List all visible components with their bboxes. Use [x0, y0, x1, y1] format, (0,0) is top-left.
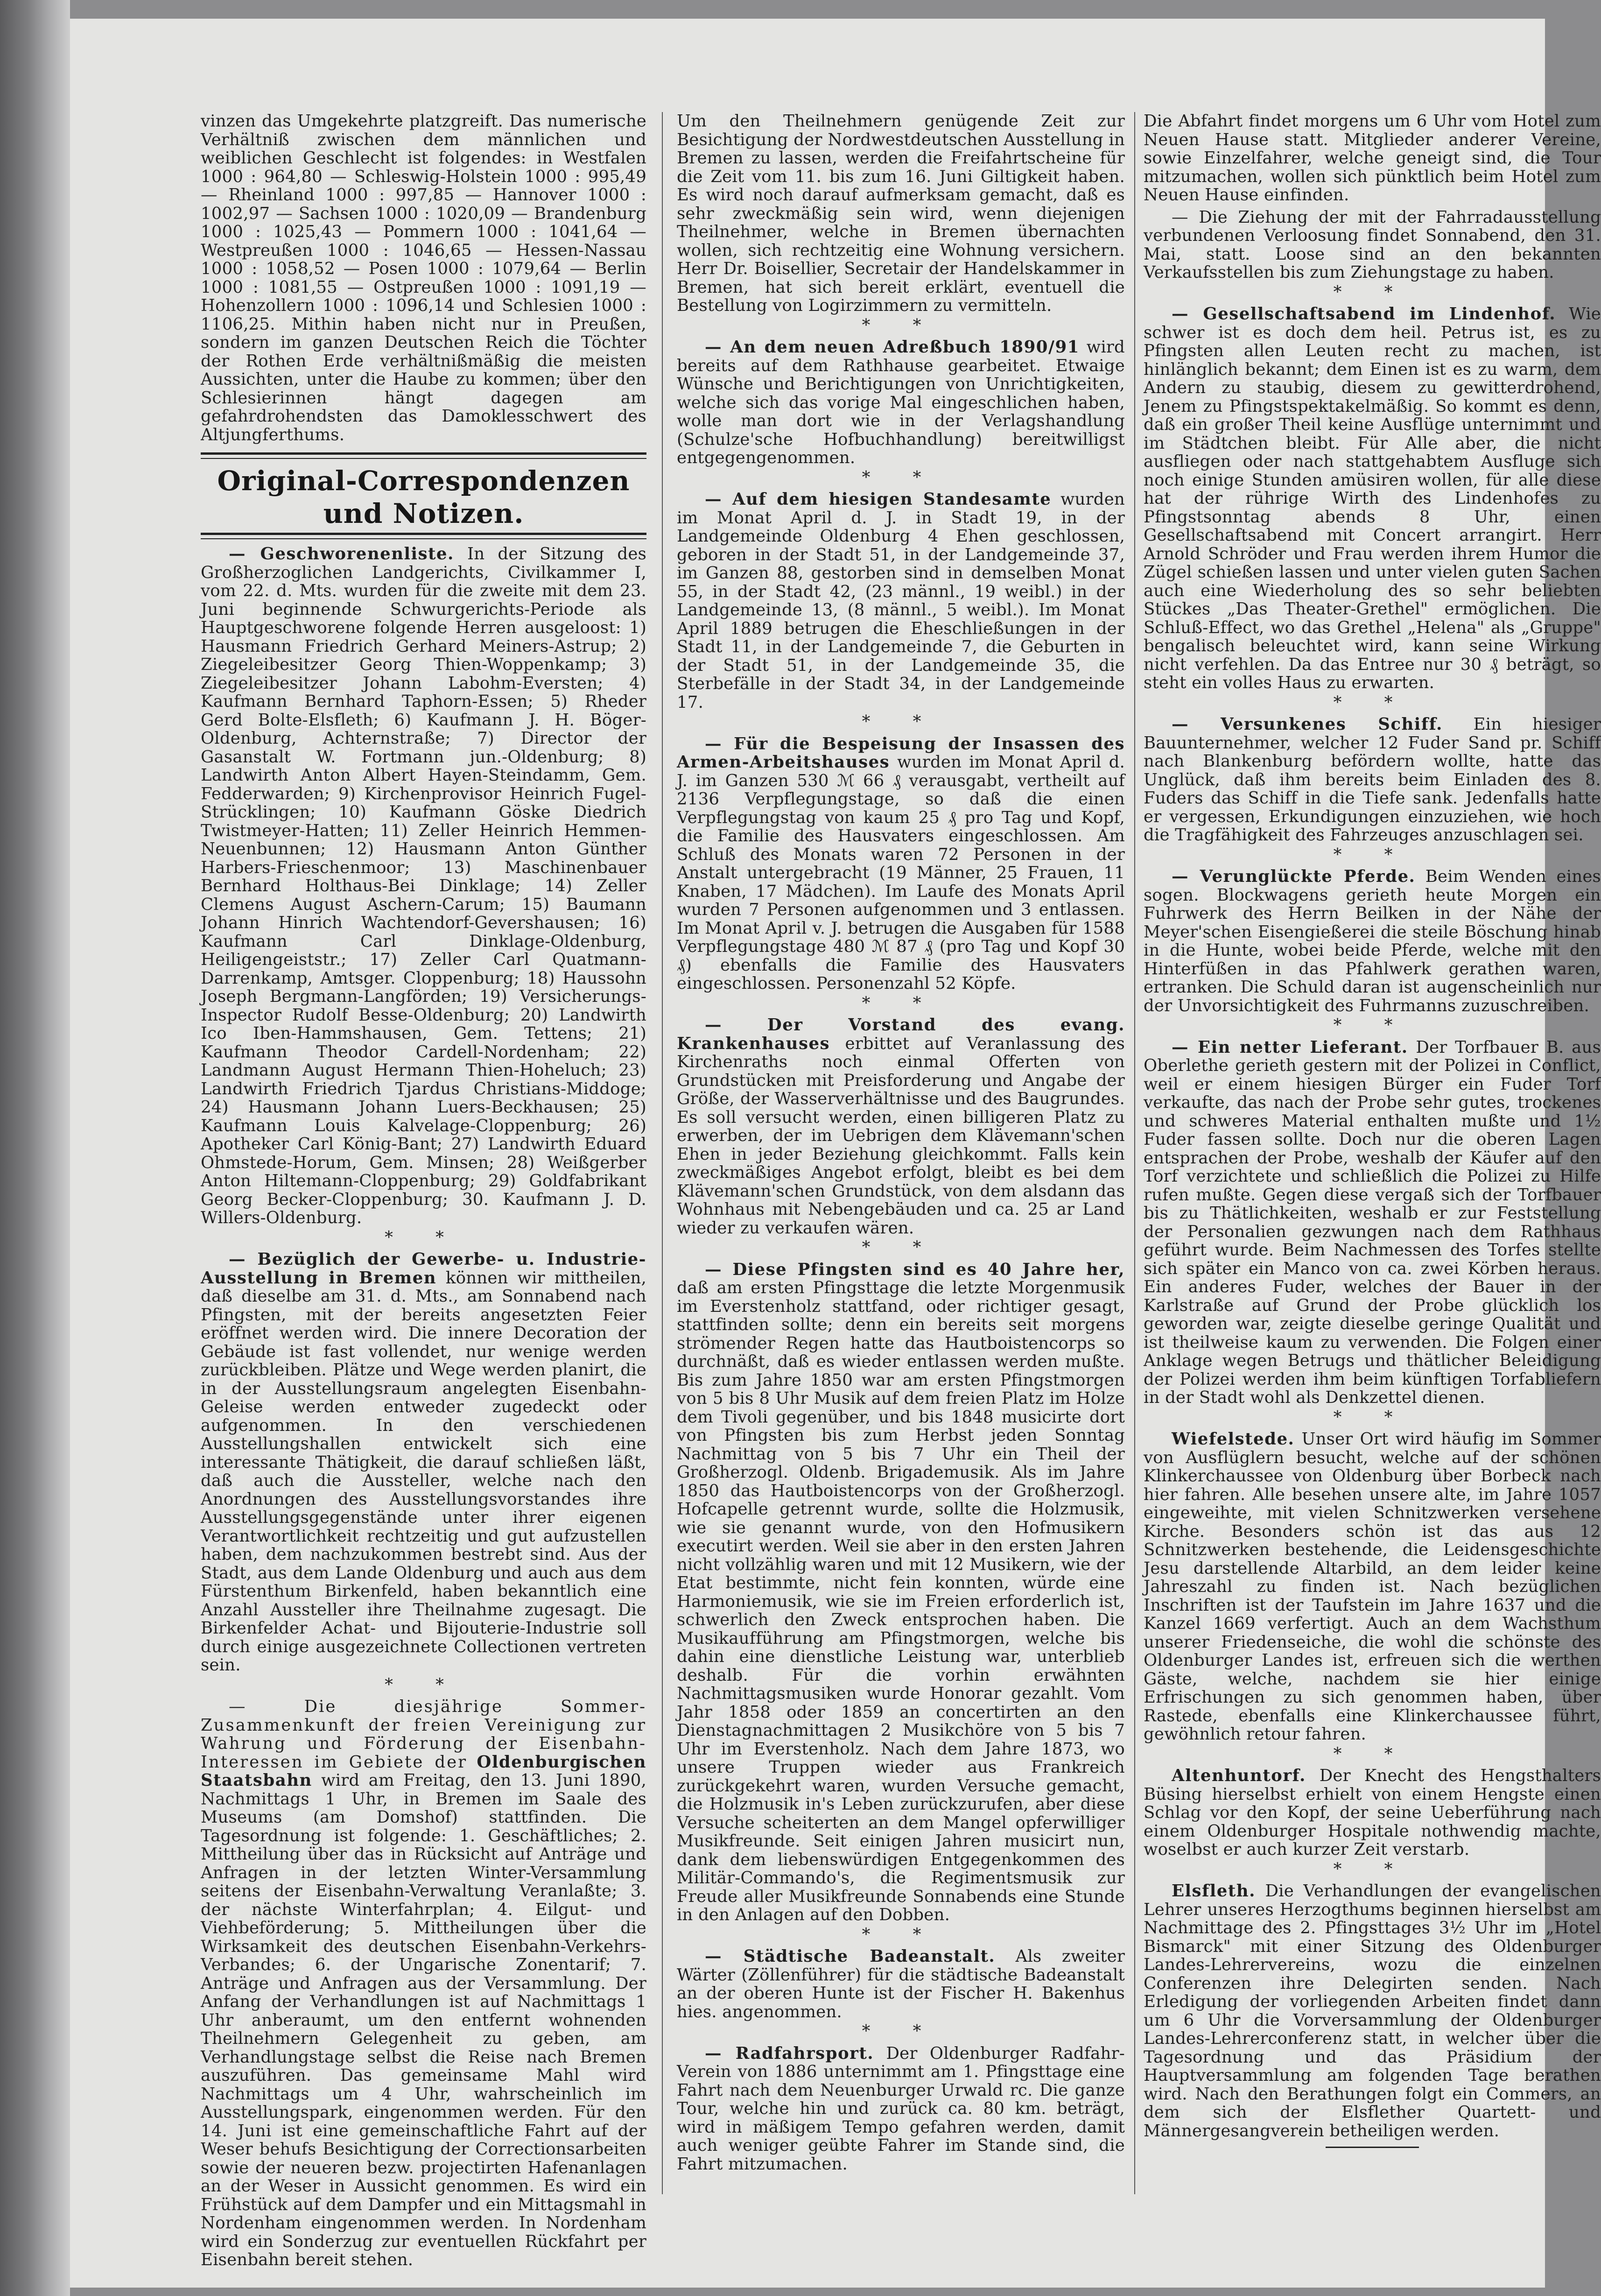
article-pfingsten [677, 1261, 1125, 1924]
separator-stars: * * [862, 2021, 940, 2041]
article-heading: — An dem neuen Adreßbuch 1890/91 [705, 338, 1080, 357]
separator-stars: * * [862, 1924, 940, 1944]
article-heading: Wiefelstede. [1172, 1430, 1295, 1449]
newspaper-page [70, 19, 1601, 2288]
article-ausstellung [201, 1250, 646, 1675]
article-heading: — Radfahrsport. [705, 2043, 874, 2063]
separator-stars: * * [862, 315, 940, 335]
article-body: Der Oldenburger Radfahr-Verein von 1886 unternimmt am 1. Pfingsttage eine Fahrt nach dem Neuenburger Urwald rc. Die ganze Tour, welche hin und zurück ca. 80 km. beträgt, wird in mäßigem Tempo gefahren werden, damit auch weniger geübte Fahrer im Stande sind, die Fahrt mitzumachen. [677, 2043, 1125, 2174]
article-heading: — Bezüglich der Gewerbe- u. Industrie-Ausstellung in Bremen [201, 1250, 646, 1288]
article-elsfleth [1144, 1882, 1601, 2140]
article-heading: — Versunkenes Schiff. [1172, 715, 1443, 734]
separator-stars: * * [1333, 845, 1411, 864]
article-body: Beim Wenden eines sogen. Blockwagens gerieth heute Morgen ein Fuhrwerk des Herrn Beilken in der Nähe der Meyer'schen Eisengießerei die steile Böschung hinab in die Hunte, wobei beide Pferde, welche mit den Hinterfüßen in das Pfahlwerk gerathen waren, ertranken. Die Schuld daran ist augenscheinlich nur der Unvorsichtigkeit des Fuhrmanns zuzuschreiben. [1144, 867, 1601, 1015]
article-krankenhaus [677, 1016, 1125, 1237]
article-verloosung: — Die Ziehung der mit der Fahrradausstellung verbundenen Verloosung findet Sonnabend, den 31. Mai, statt. Loose sind an den bekannten Verkaufsstellen bis zum Ziehungstage zu haben. [1144, 207, 1601, 282]
article-pferde [1144, 867, 1601, 1015]
column-2 [677, 112, 1125, 2173]
article-heading: — Geschworenenliste. [229, 544, 454, 563]
separator-stars: * * [1333, 1859, 1411, 1879]
separator-stars: * * [1333, 1015, 1411, 1035]
article-adressbuch [677, 338, 1125, 467]
separator-stars: * * [385, 1675, 463, 1694]
article-body: daß am ersten Pfingsttage die letzte Morgenmusik im Everstenholz stattfand, oder richtiger gesagt, stattfinden sollte; denn ein bereits seit morgens strömender Regen hatte das Hautboistencorps so durchnäßt, daß es wieder entlassen werden mußte. Bis zum Jahre 1850 war am ersten Pfingstmorgen von 5 bis 8 Uhr Musik auf dem freien Platz im Holze dem Tivoli gegenüber, und bis 1848 musicirte dort von Pfingsten bis zum Herbst jeden Sonntag Nachmittag von 5 bis 7 Uhr ein Theil der Großherzogl. Oldenb. Brigademusik. Als im Jahre 1850 das Hautboistencorps von der Großherzogl. Hofcapelle getrennt wurde, sollte die Holzmusik, wie sie genannt wurde, von den Hofmusikern executirt werden. Weil sie aber in den ersten Jahren nicht vollzählig waren und mit 12 Musikern, wie der Etat bestimmte, nicht fein konnten, würde eine Harmoniemusik, wie sie im Freien erforderlich ist, schwerlich den Zweck entsprochen haben. Die Musikaufführung am Pfingstmorgen, welche bis dahin eine dienstliche Leistung war, unterblieb deshalb. Für die vorhin erwähnten Nachmittagsmusiken wurde Honorar gezahlt. Vom Jahr 1858 oder 1859 an concertirten an den Dienstagnachmittagen 2 Musikchöre von 5 bis 7 Uhr im Everstenholz. Nach dem Jahre 1873, wo unsere Truppen wieder aus Frankreich zurückgekehrt waren, wurden Versuche gemacht, die Holzmusik in's Leben zurückzurufen, aber diese Versuche scheiterten an dem Mangel opferwilliger Musikfreunde. Seit einigen Jahren musicirt nun, dank dem liebenswürdigen Entgegenkommen des Militär-Commando's, die Regimentsmusik zur Freude aller Musikfreunde Sonnabends eine Stunde in den Anlagen auf den Dobben. [677, 1278, 1125, 1924]
article-lindenhof [1144, 305, 1601, 692]
article-heading: — Ein netter Lieferant. [1172, 1037, 1408, 1057]
separator-stars: * * [862, 712, 940, 731]
article-continuation: Die Abfahrt findet morgens um 6 Uhr vom Hotel zum Neuen Hause statt. Mitglieder anderer Vereine, sowie Einzelfahrer, welche geneigt sind, die Tour mitzumachen, wollen sich pünktlich beim Hotel zum Neuen Hause einfinden. [1144, 112, 1601, 204]
column-1 [201, 112, 646, 2269]
separator-stars: * * [1333, 282, 1411, 302]
article-radfahrsport [677, 2044, 1125, 2174]
article-arbeitshaus [677, 735, 1125, 993]
article-body: Unser Ort wird häufig im Sommer von Ausflüglern besucht, welche auf der schönen Klinkerchaussee von Oldenburg über Borbeck nach hier fahren. Alle besehen unsere alte, im Jahre 1057 eingeweihte, mit vielen Schnitzwerken versehene Kirche. Besonders schön ist das aus 12 Schnitzwerken bestehende, die Leidensgeschichte Jesu darstellende Altarbild, an dem leider keine Jahreszahl zu finden ist. Nach bezüglichen Inschriften ist der Taufstein im Jahre 1637 und die Kanzel 1669 verfertigt. Auch an dem Wachsthum unserer Friedenseiche, die wohl die schönste des Oldenburger Landes ist, erfreuen sich die werthen Gäste, welche, nachdem sie hier einige Erfrischungen zu sich genommen haben, über Rastede, ebenfalls eine Klinkerchaussee führt, gewöhnlich retour fahren. [1144, 1430, 1601, 1744]
article-body: Der Knecht des Hengsthalters Büsing hierselbst erhielt von einem Hengste einen Schlag vor den Kopf, der seine Ueberführung nach einem Oldenburger Hospitale nothwendig machte, woselbst er auch kurzer Zeit verstarb. [1144, 1766, 1601, 1859]
article-heading: — Auf dem hiesigen Standesamte [705, 490, 1052, 509]
end-rule [1326, 2147, 1419, 2148]
article-heading: Oldenburgischen Staatsbahn [201, 1752, 646, 1790]
separator-stars: * * [862, 467, 940, 487]
article-wiefelstede [1144, 1430, 1601, 1744]
book-binding-edge [0, 0, 70, 2296]
article-heading: Elsfleth. [1172, 1881, 1256, 1901]
article-heading: — Für die Bespeisung der Insassen des Armen-Arbeitshauses [677, 734, 1125, 772]
column-divider [1134, 112, 1135, 2194]
article-heading: — Der Vorstand des evang. Krankenhauses [677, 1015, 1125, 1053]
article-heading: — Gesellschaftsabend im Lindenhof. [1172, 304, 1556, 324]
column-divider [662, 112, 663, 2194]
article-heading: Altenhuntorf. [1172, 1766, 1306, 1785]
article-heading: — Städtische Badeanstalt. [705, 1947, 996, 1966]
article-body: In der Sitzung des Großherzoglichen Landgerichts, Civilkammer I, vom 22. d. Mts. wurden für die zweite mit dem 23. Juni beginnende Schwurgerichts-Periode als Hauptgeschworene folgende Herren ausgeloost: 1) Hausmann Friedrich Gerhard Meiners-Astrup; 2) Ziegeleibesitzer Georg Thien-Woppenkamp; 3) Ziegeleibesitzer Johann Labohm-Eversten; 4) Kaufmann Bernhard Taphorn-Essen; 5) Rheder Gerd Bolte-Elsfleth; 6) Kaufmann J. H. Böger-Oldenburg, Achternstraße; 7) Director der Gasanstalt W. Fortmann jun.-Oldenburg; 8) Landwirth Anton Albert Hayen-Steindamm, Gem. Fedderwarden; 9) Kirchenprovisor Heinrich Fugel-Strücklingen; 10) Kaufmann Göske Diedrich Twistmeyer-Hatten; 11) Zeller Heinrich Hemmen-Neuenbunnen; 12) Hausmann Anton Günther Harbers-Frieschenmoor; 13) Maschinenbauer Bernhard Holthaus-Bei Dinklage; 14) Zeller Clemens August Aschern-Carum; 15) Baumann Johann Hinrich Wachtendorf-Gevershausen; 16) Kaufmann Carl Dinklage-Oldenburg, Heiligengeiststr.; 17) Zeller Carl Quatmann-Darrenkamp, Amtsger. Cloppenburg; 18) Haussohn Joseph Bergmann-Langförden; 19) Versicherungs-Inspector Rudolf Besse-Oldenburg; 20) Landwirth Ico Iben-Hammshausen, Gem. Tettens; 21) Kaufmann Theodor Cardell-Nordenham; 22) Landmann August Hermann Thien-Hoheluch; 23) Landwirth Friedrich Tjardus Christians-Middoge; 24) Hausmann Johann Luers-Beckhausen; 25) Kaufmann Louis Kalvelage-Cloppenburg; 26) Apotheker Carl König-Bant; 27) Landwirth Eduard Ohmstede-Horum, Gem. Minsen; 28) Weißgerber Anton Hiltemann-Cloppenburg; 29) Goldfabrikant Georg Becker-Cloppenburg; 30. Kaufmann J. D. Willers-Oldenburg. [201, 544, 646, 1227]
article-heading: — Diese Pfingsten sind es 40 Jahre her, [705, 1260, 1125, 1279]
section-rule [201, 452, 646, 459]
article-intro: — Die diesjährige Sommer-Zusammenkunft der freien Vereinigung zur Wahrung und Förderung der Eisenbahn-Interessen im Gebiete der [201, 1697, 646, 1772]
article-standesamt [677, 490, 1125, 711]
article-body: Wie schwer ist es doch dem heil. Petrus ist, es zu Pfingsten allen Leuten recht zu machen, ist hinlänglich bekannt; dem Einen ist es zu warm, dem Andern zu staubig, diesem zu gewitterdrohend, Jenem zu Pfingstspektakelmäßig. So kommt es denn, daß ein großer Theil keine Ausflüge unternimmt und im Städtchen bleibt. Für Alle aber, die nicht ausfliegen oder nach stattgehabtem Ausfluge sich noch einige Stunden amüsiren wollen, für alle diese hat der rührige Wirth des Lindenhofes zu Pfingstsonntag abends 8 Uhr, einen Gesellschaftsabend mit Concert arrangirt. Herr Arnold Schröder und Frau werden ihrem Humor die Zügel schießen lassen und unter vielen guten Sachen auch eine Wiederholung des so sehr beliebten Stückes „Das Theater-Grethel" ermöglichen. Die Schluß-Effect, wo das Grethel „Helena" als „Gruppe" bengalisch beleuchtet wird, kann seine Wirkung nicht verfehlen. Da das Entree nur 30 ₰ beträgt, so steht ein volles Haus zu erwarten. [1144, 304, 1601, 692]
article-badeanstalt [677, 1947, 1125, 2021]
article-lieferant [1144, 1038, 1601, 1407]
article-continuation: vinzen das Umgekehrte platzgreift. Das numerische Verhältniß zwischen dem männlichen und weiblichen Geschlecht ist folgendes: in Westfalen 1000 : 964,80 — Schleswig-Holstein 1000 : 995,49 — Rheinland 1000 : 997,85 — Hannover 1000 : 1002,97 — Sachsen 1000 : 1020,09 — Brandenburg 1000 : 1025,43 — Pommern 1000 : 1041,64 — Westpreußen 1000 : 1046,65 — Hessen-Nassau 1000 : 1058,52 — Posen 1000 : 1079,64 — Berlin 1000 : 1081,55 — Ostpreußen 1000 : 1091,19 — Hohenzollern 1000 : 1096,14 und Schlesien 1000 : 1106,25. Mithin haben nicht nur in Preußen, sondern im ganzen Deutschen Reich die Töchter der Rothen Erde verhältnißmäßig die meisten Aussichten, unter die Haube zu kommen; über den Schlesierinnen hängt dagegen am gefahrdrohendsten das Damoklesschwert des Altjungferthums. [201, 112, 646, 444]
article-schiff [1144, 715, 1601, 845]
separator-stars: * * [385, 1227, 463, 1247]
section-rule [201, 533, 646, 539]
separator-stars: * * [1333, 1744, 1411, 1763]
article-body: wird am Freitag, den 13. Juni 1890, Nachmittags 1 Uhr, in Bremen im Saale des Museums (am Domshof) stattfinden. Die Tagesordnung ist folgende: 1. Geschäftliches; 2. Mittheilung über das in Rücksicht auf Anträge und Anfragen in der letzten Winter-Versammlung seitens der Eisenbahn-Verwaltung Veranlaßte; 3. der nächste Winterfahrplan; 4. Eilgut- und Viehbeförderung; 5. Mittheilungen über die Wirksamkeit des deutschen Eisenbahn-Verkehrs-Verbandes; 6. der Ungarische Zonentarif; 7. Anträge und Anfragen aus der Versammlung. Der Anfang der Verhandlungen ist auf Nachmittags 1 Uhr anberaumt, um den entfernt wohnenden Theilnehmern Gelegenheit zu geben, am Verhandlungstage selbst die Reise nach Bremen auszuführen. Das gemeinsame Mahl wird Nachmittags um 4 Uhr, wahrscheinlich im Ausstellungspark, eingenommen werden. Für den 14. Juni ist eine gemeinschaftliche Fahrt auf der Weser behufs Besichtigung der Correctionsarbeiten sowie der neueren bezw. projectirten Hafenanlagen an der Weser in Aussicht genommen. Es wird ein Frühstück auf dem Dampfer und ein Mittagsmahl in Nordenham eingenommen werden. In Nordenham wird ein Sonderzug zur eventuellen Rückfahrt per Eisenbahn bereit stehen. [201, 1771, 646, 2269]
article-altenhuntorf [1144, 1767, 1601, 1859]
section-heading: Original-Correspondenzen und Notizen. [217, 465, 630, 529]
article-geschworenenliste [201, 545, 646, 1227]
article-body: wurden im Monat April d. J. in Stadt 19, in der Landgemeinde Oldenburg 4 Ehen geschlossen, geboren in der Stadt 51, in der Landgemeinde 37, im Ganzen 88, gestorben sind in demselben Monat 55, in der Stadt 42, (23 männl., 19 weibl.) in der Landgemeinde 13, (8 männl., 5 weibl.). Im Monat April 1889 betrugen die Eheschließungen in der Stadt 11, in der Landgemeinde 7, die Geburten in der Stadt 51, in der Landgemeinde 35, die Sterbefälle in der Stadt 34, in der Landgemeinde 17. [677, 490, 1125, 712]
separator-stars: * * [862, 1238, 940, 1257]
article-heading: — Verunglückte Pferde. [1172, 867, 1416, 886]
article-body: Ein hiesiger Bauunternehmer, welcher 12 Fuder Sand pr. Schiff nach Blankenburg befördern wollte, hatte das Unglück, daß ihm bereits beim Einladen des 8. Fuders das Schiff in die Tiefe sank. Jedenfalls hatte er vergessen, Erkundigungen einzuziehen, wie hoch die Tragfähigkeit des Fahrzeuges anzuschlagen sei. [1144, 715, 1601, 845]
article-body: Als zweiter Wärter (Zöllenführer) für die städtische Badeanstalt an der oberen Hunte ist der Fischer H. Bakenhus hies. angenommen. [677, 1947, 1125, 2021]
article-body: können wir mittheilen, daß dieselbe am 31. d. Mts., am Sonnabend nach Pfingsten, mit der bereits angesetzten Feier eröffnet werden wird. Die innere Decoration der Gebäude ist fast vollendet, nur wenige werden zurückbleiben. Plätze und Wege werden planirt, die in der Ausstellungsraum angelegten Eisenbahn-Geleise werden entweder zugedeckt oder aufgenommen. In den verschiedenen Ausstellungshallen entwickelt sich eine interessante Thätigkeit, die darauf schließen läßt, daß auch die Aussteller, welche nach den Anordnungen des Ausstellungsvorstandes ihre Ausstellungsgegenstände unter ihrer eigenen Verantwortlichkeit rechtzeitig und gut aufzustellen haben, dem nachzukommen bestrebt sind. Aus der Stadt, aus dem Lande Oldenburg und auch aus dem Fürstenthum Birkenfeld, haben bekanntlich eine Anzahl Aussteller ihre Theilnahme zugesagt. Die Birkenfelder Achat- und Bijouterie-Industrie soll durch einige ausgezeichnete Collectionen vertreten sein. [201, 1268, 646, 1675]
article-body: wurden im Monat April d. J. im Ganzen 530 ℳ 66 ₰ verausgabt, vertheilt auf 2136 Verpflegungstage, so daß die einen Verpflegungstag von kaum 25 ₰ pro Tag und Kopf, die Familie des Hausvaters eingeschlossen. Am Schluß des Monats waren 72 Personen in der Anstalt untergebracht (19 Männer, 25 Frauen, 11 Knaben, 17 Mädchen). Im Laufe des Monats April wurden 7 Personen aufgenommen und 3 entlassen. Im Monat April v. J. betrugen die Ausgaben für 1588 Verpflegungstage 480 ℳ 87 ₰ (pro Tag und Kopf 30 ₰) ebenfalls die Familie des Hausvaters eingeschlossen. Personenzahl 52 Köpfe. [677, 753, 1125, 993]
separator-stars: * * [1333, 1407, 1411, 1427]
article-body: Die Verhandlungen der evangelischen Lehrer unseres Herzogthums beginnen hierselbst am Nachmittage des 2. Pfingsttages 3½ Uhr im „Hotel Bismarck" mit einer Sitzung des Oldenburger Landes-Lehrervereins, wozu die einzelnen Conferenzen ihre Delegirten senden. Nach Erledigung der vorliegenden Arbeiten findet dann um 6 Uhr die Vorversammlung der Oldenburger Landes-Lehrerconferenz statt, in welcher über die Tagesordnung und das Präsidium der Hauptversammlung am folgenden Tage berathen wird. Nach den Berathungen folgt ein Commers, an dem sich der Elsflether Quartett- und Männergesangverein betheiligen werden. [1144, 1881, 1601, 2141]
article-eisenbahn [201, 1697, 646, 2269]
separator-stars: * * [1333, 692, 1411, 712]
separator-stars: * * [862, 993, 940, 1013]
column-3 [1144, 112, 1601, 2148]
article-body: wird bereits auf dem Rathhause gearbeitet. Etwaige Wünsche und Berichtigungen von Unrichtigkeiten, welche sich das vorige Mal eingeschlichen haben, wolle man dort wie in der Verlagshandlung (Schulze'sche Hofbuchhandlung) bereitwilligst entgegengenommen. [677, 338, 1125, 467]
article-body: erbittet auf Veranlassung des Kirchenraths noch einmal Offerten von Grundstücken mit Preisforderung und Angabe der Größe, der Wasserverhältnisse und des Baugrundes. Es soll versucht werden, einen billigeren Platz zu erwerben, der im Uebrigen dem Klävemann'schen Ehen in jeder Beziehung gleichkommt. Falls kein zweckmäßiges Angebot erfolgt, bleibt es bei dem Klävemann'schen Grundstück, von dem alsdann das Wohnhaus mit Nebengebäuden und ca. 25 ar Land wieder zu verkaufen wären. [677, 1034, 1125, 1238]
article-body: Der Torfbauer B. aus Oberlethe gerieth gestern mit der Polizei in Conflict, weil er einem hiesigen Bürger ein Fuder Torf verkaufte, das nach der Probe sehr gutes, trockenes und schweres Material enthalten mußte und 1½ Fuder fassen sollte. Doch nur die oberen Lagen entsprachen der Probe, weshalb der Käufer auf den Torf verzichtete und schließlich die Polizei zu Hilfe rufen mußte. Gegen diese vergaß sich der Torfbauer bis zu Thätlichkeiten, weshalb er zur Feststellung der Personalien gezwungen nach dem Rathhaus geführt wurde. Beim Nachmessen des Torfes stellte sich später ein Manco von ca. zwei Körben heraus. Ein anderes Fuder, welches der Bauer in der Karlstraße auf Grund der Probe glücklich los geworden war, zeigte dieselbe geringe Qualität und ist theilweise kaum zu verwenden. Die Folgen einer Anklage wegen Betrugs und thätlicher Beleidigung der Polizei werden ihm beim künftigen Torfabliefern in der Stadt wohl als Denkzettel dienen. [1144, 1037, 1601, 1407]
article-continuation: Um den Theilnehmern genügende Zeit zur Besichtigung der Nordwestdeutschen Ausstellung in Bremen zu lassen, werden die Freifahrtscheine für die Zeit vom 11. bis zum 16. Juni Giltigkeit haben. Es wird noch darauf aufmerksam gemacht, daß es sehr zweckmäßig sein wird, wenn diejenigen Theilnehmer, welche in Bremen übernachten wollen, sich rechtzeitig eine Wohnung versichern. Herr Dr. Boisellier, Secretair der Handelskammer in Bremen, hat sich bereit erklärt, eventuell die Bestellung von Logirzimmern zu vermitteln. [677, 112, 1125, 315]
